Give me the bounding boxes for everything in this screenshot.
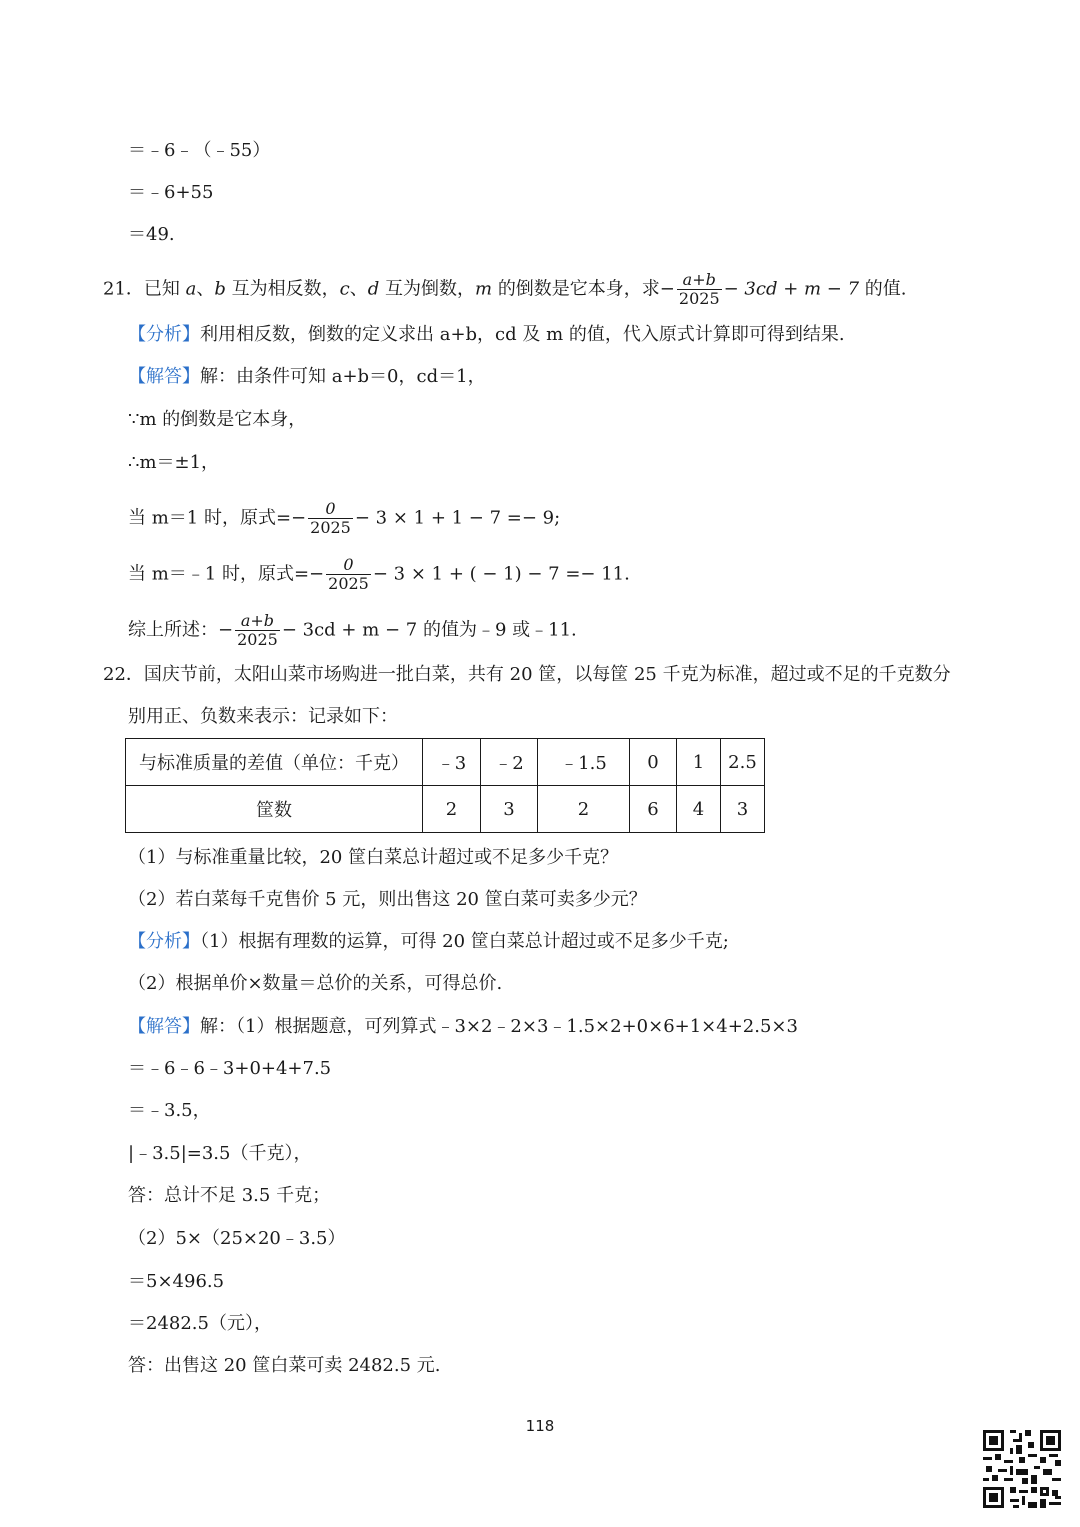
q21-text: 已知	[143, 278, 180, 300]
table-cell: 4	[677, 786, 721, 833]
table-cell: 3	[481, 786, 538, 833]
question-number: 21．	[103, 278, 144, 300]
analysis-tag: 【分析】	[128, 931, 200, 952]
fraction	[308, 500, 353, 537]
fraction-denominator: 2025	[310, 518, 351, 537]
step-text: − 3 × 1 + 1 − 7 =− 9;	[354, 507, 561, 529]
fraction-numerator: 0	[308, 500, 353, 519]
var-a: a	[185, 278, 197, 300]
table-cell: 0	[630, 739, 677, 786]
question-text: 国庆节前，太阳山菜市场购进一批白菜，共有 20 筐，以每筐 25 千克为标准，超过或不足的千克数分	[143, 664, 951, 685]
question-21	[103, 271, 907, 308]
answer-step: 答：总计不足 3.5 千克；	[128, 1185, 331, 1206]
q21-text: 的倒数是它本身，求−	[497, 278, 675, 300]
table-cell: 2.5	[721, 739, 765, 786]
analysis-22	[128, 929, 729, 955]
var-d: d	[367, 278, 380, 300]
table-cell: 1	[677, 739, 721, 786]
table-row	[126, 739, 765, 786]
var-m: m	[475, 278, 493, 300]
fraction-numerator: a+b	[677, 271, 722, 290]
fraction-numerator: a+b	[235, 612, 280, 631]
answer-22	[128, 1014, 798, 1040]
data-table	[125, 738, 765, 833]
calc-line: ＝49.	[128, 224, 175, 245]
table-cell: 3	[721, 786, 765, 833]
question-22	[103, 662, 951, 688]
q21-text: 互为相反数，	[231, 278, 340, 300]
answer-step: ∵m 的倒数是它本身，	[128, 409, 307, 430]
table-cell: 6	[630, 786, 677, 833]
sub-question: （1）与标准重量比较，20 筐白菜总计超过或不足多少千克？	[128, 847, 619, 868]
question-text: 别用正、负数来表示：记录如下：	[128, 706, 398, 727]
analysis-text: （2）根据单价×数量＝总价的关系，可得总价.	[128, 973, 503, 994]
q21-text: 的值.	[864, 278, 907, 300]
answer-tag: 【解答】	[128, 366, 200, 387]
sub-question: （2）若白菜每千克售价 5 元，则出售这 20 筐白菜可卖多少元？	[128, 889, 647, 910]
analysis-text: （1）根据有理数的运算，可得 20 筐白菜总计超过或不足多少千克;	[200, 931, 729, 952]
fraction-denominator: 2025	[328, 574, 369, 593]
table-cell: ﹣2	[481, 739, 538, 786]
answer-step: 答：出售这 20 筐白菜可卖 2482.5 元.	[128, 1355, 441, 1376]
table-row-header: 筐数	[126, 786, 423, 833]
analysis-tag: 【分析】	[128, 324, 200, 345]
step-text: 综上所述：−	[128, 619, 234, 641]
fraction-denominator: 2025	[237, 630, 278, 649]
fraction	[235, 612, 280, 649]
calc-line: ＝﹣6+55	[128, 182, 214, 203]
answer-step	[128, 500, 560, 537]
table-row	[126, 786, 765, 833]
q21-sep: 、	[196, 278, 215, 300]
answer-step: ＝﹣6﹣6﹣3+0+4+7.5	[128, 1058, 332, 1079]
fraction	[326, 556, 371, 593]
fraction-numerator: 0	[326, 556, 371, 575]
var-b: b	[214, 278, 226, 300]
answer-step: ＝5×496.5	[128, 1271, 225, 1292]
fraction	[677, 271, 722, 308]
q21-text: 互为倒数，	[385, 278, 475, 300]
expression: − 3cd + m − 7	[723, 278, 860, 300]
analysis-21	[128, 322, 845, 348]
answer-step: |﹣3.5|=3.5（千克），	[128, 1143, 312, 1164]
table-row-header: 与标准质量的差值（单位：千克）	[126, 739, 423, 786]
qr-code-icon	[983, 1430, 1061, 1508]
step-text: 当 m＝﹣1 时，原式=−	[128, 563, 325, 585]
answer-tag: 【解答】	[128, 1016, 200, 1037]
analysis-text: 利用相反数，倒数的定义求出 a+b，cd 及 m 的值，代入原式计算即可得到结果.	[200, 324, 845, 345]
answer-step	[128, 612, 577, 649]
step-text: − 3cd + m − 7 的值为﹣9 或﹣11.	[281, 619, 577, 641]
table-cell: ﹣1.5	[538, 739, 630, 786]
table-cell: 2	[538, 786, 630, 833]
calc-line: ＝﹣6﹣（﹣55）	[128, 140, 271, 161]
table-cell: ﹣3	[423, 739, 481, 786]
q21-sep: 、	[349, 278, 368, 300]
fraction-denominator: 2025	[678, 289, 720, 308]
question-number: 22．	[103, 664, 144, 685]
answer-step: （2）5×（25×20﹣3.5）	[128, 1228, 346, 1249]
page-number: 118	[525, 1417, 555, 1435]
answer-step: ＝﹣3.5，	[128, 1100, 211, 1121]
answer-text: 解：由条件可知 a+b＝0，cd＝1，	[200, 366, 486, 387]
answer-21	[128, 364, 486, 390]
answer-step	[128, 556, 630, 593]
step-text: 当 m＝1 时，原式=−	[128, 507, 307, 529]
answer-text: 解：（1）根据题意，可列算式﹣3×2﹣2×3﹣1.5×2+0×6+1×4+2.5×3	[200, 1016, 798, 1037]
answer-step: ＝2482.5（元），	[128, 1313, 272, 1334]
var-c: c	[339, 278, 350, 300]
answer-step: ∴m＝±1，	[128, 452, 220, 473]
table-cell: 2	[423, 786, 481, 833]
step-text: − 3 × 1 + ( − 1) − 7 =− 11.	[372, 563, 630, 585]
